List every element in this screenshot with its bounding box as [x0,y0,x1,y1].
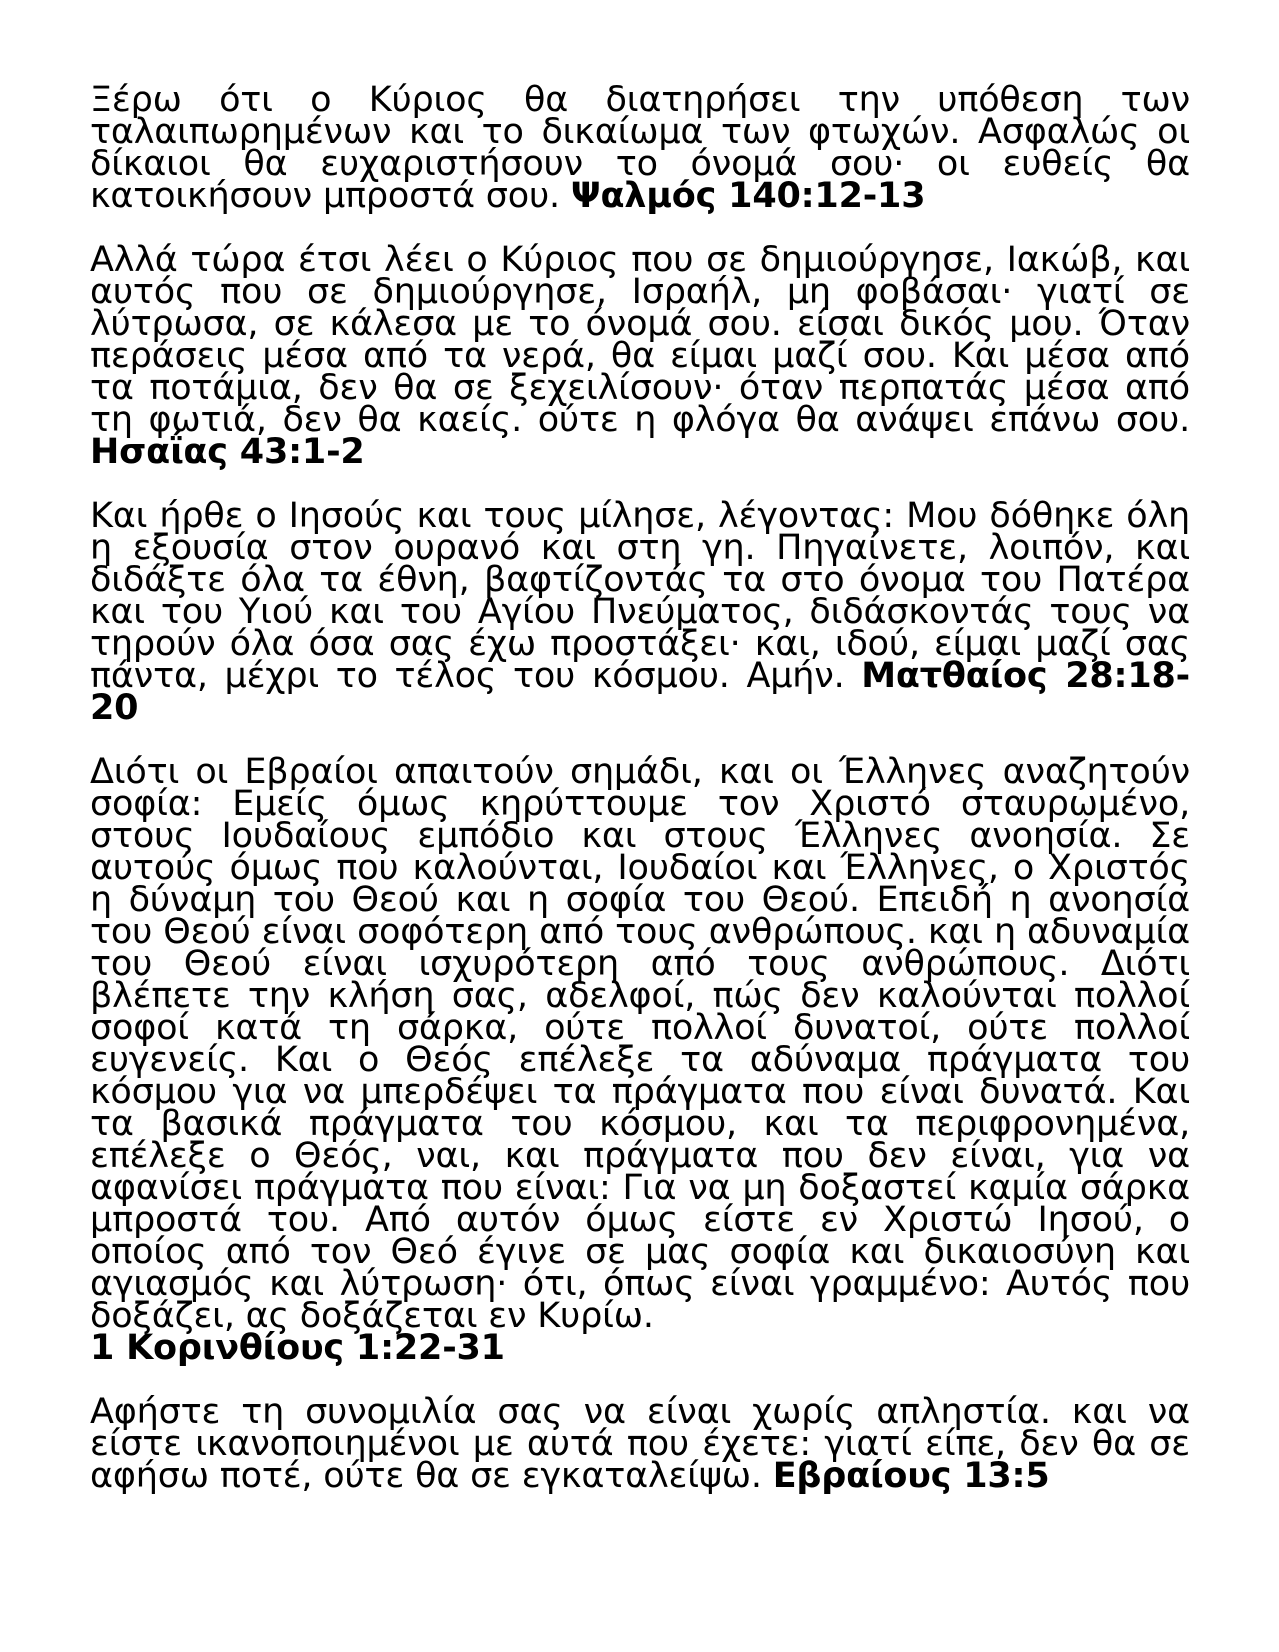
passage-psalm-140 [90,80,1190,216]
passage-text: Αλλά τώρα έτσι λέει ο Κύριος που σε δημιούργησε, Ιακώβ, και αυτός που σε δημιούργησε, Ισραήλ, μη φοβάσαι· γιατί σε λύτρωσα, σε κάλεσα με το όνομά σου. είσαι δικός μου. Όταν περάσεις μέσα από τα νερά, θα είμαι μαζί σου. Και μέσα από τα ποτάμια, δεν θα σε ξεχειλίσουν· όταν περπατάς μέσα από τη φωτιά, δεν θα καείς. ούτε η φλόγα θα ανάψει επάνω σου. [90,240,1190,440]
document-page [90,80,1190,1524]
passage-text: Διότι οι Εβραίοι απαιτούν σημάδι, και οι Έλληνες αναζητούν σοφία: Εμείς όμως κηρύττουμε τον Χριστό σταυρωμένο, στους Ιουδαίους εμπόδιο και στους Έλληνες ανοησία. Σε αυτούς όμως που καλούνται, Ιουδαίοι και Έλληνες, ο Χριστός η δύναμη του Θεού και η σοφία του Θεού. Επειδή η ανοησία του Θεού είναι σοφότερη από τους ανθρώπους. και η αδυναμία του Θεού είναι ισχυρότερη από τους ανθρώπους. Διότι βλέπετε την κλήση σας, αδελφοί, πώς δεν καλούνται πολλοί σοφοί κατά τη σάρκα, ούτε πολλοί δυνατοί, ούτε πολλοί ευγενείς. Και ο Θεός επέλεξε τα αδύναμα πράγματα του κόσμου για να μπερδέψει τα πράγματα που είναι δυνατά. Και τα βασικά πράγματα του κόσμου, και τα περιφρονημένα, επέλεξε ο Θεός, ναι, και πράγματα που δεν είναι, για να αφανίσει πράγματα που είναι: Για να μη δοξαστεί καμία σάρκα μπροστά του. Από αυτόν όμως είστε εν Χριστώ Ιησού, ο οποίος από τον Θεό έγινε σε μας σοφία και δικαιοσύνη και αγιασμός και λύτρωση· ότι, όπως είναι γραμμένο: Αυτός που δοξάζει, ας δοξάζεται εν Κυρίω. [90,752,1190,1336]
passage-text: Και ήρθε ο Ιησούς και τους μίλησε, λέγοντας: Μου δόθηκε όλη η εξουσία στον ουρανό και στη γη. Πηγαίνετε, λοιπόν, και διδάξτε όλα τα έθνη, βαφτίζοντάς τα στο όνομα του Πατέρα και του Υιού και του Αγίου Πνεύματος, διδάσκοντάς τους να τηρούν όλα όσα σας έχω προστάξει· και, ιδού, είμαι μαζί σας πάντα, μέχρι το τέλος του κόσμου. Αμήν. [90,496,1190,696]
passage-text: Αφήστε τη συνομιλία σας να είναι χωρίς απληστία. και να είστε ικανοποιημένοι με αυτά που έχετε: γιατί είπε, δεν θα σε αφήσω ποτέ, ούτε θα σε εγκαταλείψω. [90,1392,1190,1496]
verse-reference: Ψαλμός 140:12-13 [570,176,926,216]
verse-reference: Εβραίους 13:5 [772,1456,1050,1496]
passage-text: Ξέρω ότι ο Κύριος θα διατηρήσει την υπόθεση των ταλαιπωρημένων και το δικαίωμα των φτωχών. Ασφαλώς οι δίκαιοι θα ευχαριστήσουν το όνομά σου· οι ευθείς θα κατοικήσουν μπροστά σου. [90,80,1190,216]
passage-hebrews-13 [90,1392,1190,1496]
verse-reference: 1 Κορινθίους 1:22-31 [90,1328,505,1368]
verse-reference: Ματθαίος 28:18-20 [90,656,1190,728]
verse-reference: Ησαΐας 43:1-2 [90,432,365,472]
passage-isaiah-43 [90,240,1190,472]
passage-matthew-28 [90,496,1190,728]
passage-1-corinthians-1 [90,752,1190,1368]
